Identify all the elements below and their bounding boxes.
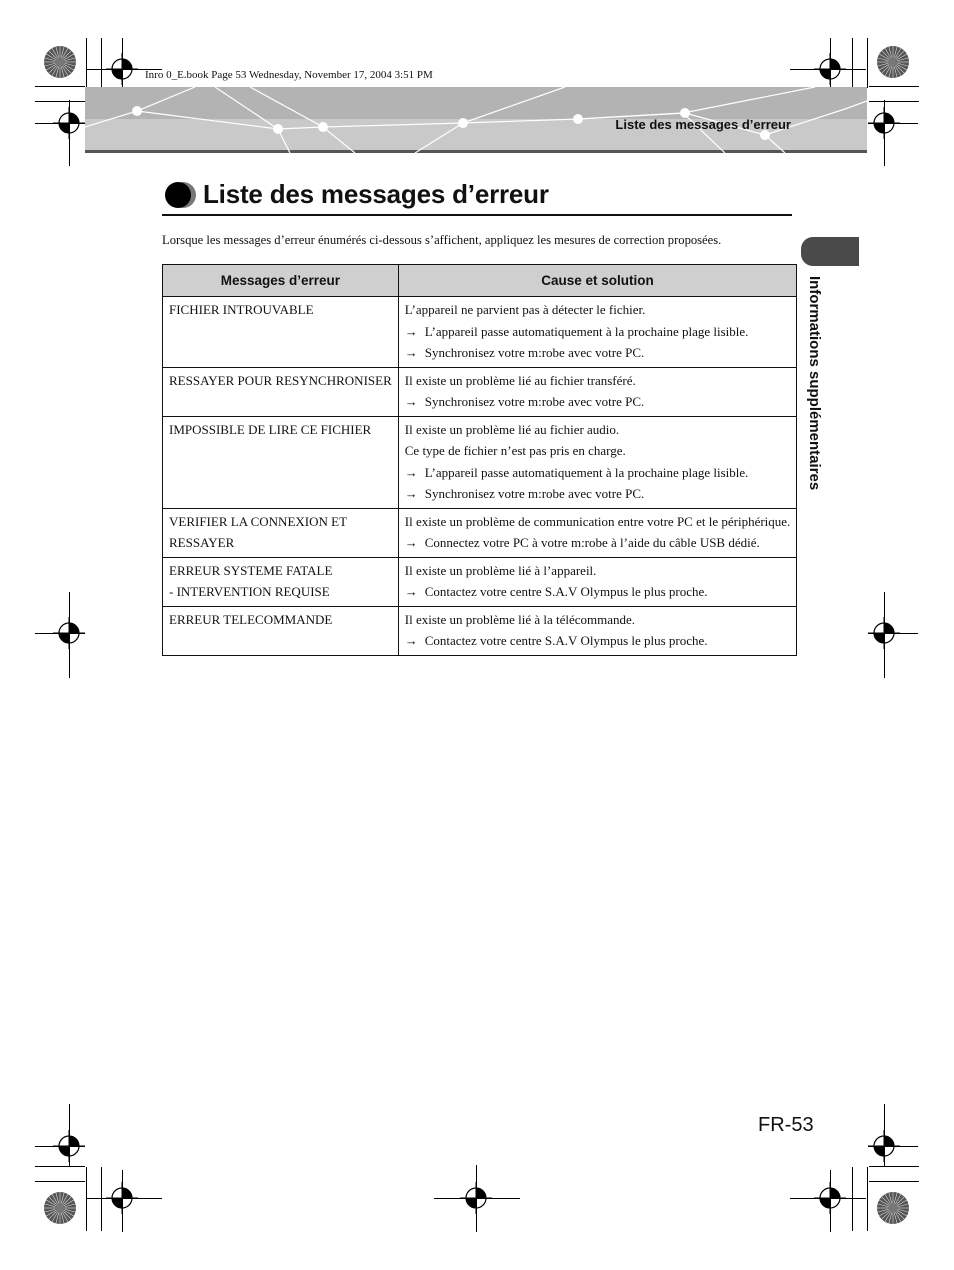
registration-mark-icon — [53, 1130, 85, 1162]
table-row — [163, 416, 797, 508]
solution-item — [405, 581, 791, 603]
arrow-right-icon: → — [404, 394, 418, 409]
section-tab-label: Informations supplémentaires — [806, 276, 823, 491]
solution-item — [405, 462, 791, 484]
error-message-cell — [163, 416, 399, 508]
bullet-icon — [164, 180, 198, 210]
error-message-text: ERREUR SYSTEME FATALE — [169, 562, 333, 578]
registration-mark-icon — [814, 1182, 846, 1214]
arrow-right-icon: → — [404, 486, 418, 501]
cause-solution-cell — [398, 508, 797, 557]
error-message-text: RESSAYER POUR RESYNCHRONISER — [169, 372, 392, 388]
error-message-cell — [163, 606, 399, 655]
registration-mark-icon — [53, 107, 85, 139]
solution-text: Contactez votre centre S.A.V Olympus le plus proche. — [424, 584, 708, 599]
cause-solution-cell — [398, 606, 797, 655]
color-rosette-icon — [43, 1191, 77, 1225]
arrow-right-icon: → — [404, 464, 418, 480]
cause-text: L’appareil ne parvient pas à détecter le fichier. — [404, 302, 646, 317]
solution-text: Connectez votre PC à votre m:robe à l’aide du câble USB dédié. — [424, 535, 760, 550]
registration-mark-icon — [868, 1130, 900, 1162]
error-message-cell — [163, 508, 399, 557]
color-rosette-icon — [43, 45, 77, 79]
section-tab — [801, 237, 859, 266]
arrow-right-icon: → — [404, 345, 418, 360]
cause-text: Il existe un problème lié à l’appareil. — [404, 562, 597, 578]
error-message-text: - INTERVENTION REQUISE — [169, 584, 330, 599]
table-row — [163, 508, 797, 557]
error-message-text: FICHIER INTROUVABLE — [169, 302, 314, 317]
color-rosette-icon — [876, 1191, 910, 1225]
page-number: FR-53 — [758, 1114, 814, 1136]
intro-text: Lorsque les messages d’erreur énumérés ci-dessous s’affichent, appliquez les mesures de correction proposées. — [162, 233, 722, 247]
error-message-cell — [163, 557, 399, 606]
error-message-text: IMPOSSIBLE DE LIRE CE FICHIER — [169, 421, 372, 437]
cause-text: Il existe un problème lié au fichier transféré. — [404, 372, 636, 388]
error-message-text: ERREUR TELECOMMANDE — [169, 611, 333, 627]
solution-text: Synchronisez votre m:robe avec votre PC. — [424, 345, 645, 360]
registration-mark-icon — [106, 53, 138, 85]
solution-text: Synchronisez votre m:robe avec votre PC. — [424, 486, 645, 501]
arrow-right-icon: → — [404, 323, 418, 339]
cause-text: Ce type de fichier n’est pas pris en charge. — [404, 443, 626, 458]
cause-text: Il existe un problème lié au fichier audio. — [404, 421, 620, 437]
registration-mark-icon — [460, 1182, 492, 1214]
solution-item — [405, 321, 791, 343]
solution-item — [405, 483, 791, 505]
color-rosette-icon — [876, 45, 910, 79]
table-row — [163, 297, 797, 368]
cause-solution-cell — [398, 416, 797, 508]
cause-text: Il existe un problème de communication entre votre PC et le périphérique. — [404, 513, 791, 529]
error-table — [162, 264, 797, 656]
table-row — [163, 367, 797, 416]
registration-mark-icon — [106, 1182, 138, 1214]
solution-text: Synchronisez votre m:robe avec votre PC. — [424, 394, 645, 409]
registration-mark-icon — [868, 107, 900, 139]
solution-item — [405, 342, 791, 364]
solution-item — [405, 532, 791, 554]
error-message-text: VERIFIER LA CONNEXION ET — [169, 513, 348, 529]
solution-item — [405, 391, 791, 413]
table-row — [163, 606, 797, 655]
header-section-title: Liste des messages d’erreur — [615, 117, 791, 132]
registration-mark-icon — [53, 617, 85, 649]
solution-text: L’appareil passe automatiquement à la prochaine plage lisible. — [424, 464, 749, 480]
cause-solution-cell — [398, 297, 797, 368]
cause-solution-cell — [398, 557, 797, 606]
column-header-solution: Cause et solution — [398, 265, 797, 297]
solution-text: Contactez votre centre S.A.V Olympus le plus proche. — [424, 633, 708, 648]
error-message-cell — [163, 297, 399, 368]
cause-text: Il existe un problème lié à la télécommande. — [404, 611, 636, 627]
registration-mark-icon — [814, 53, 846, 85]
cause-solution-cell — [398, 367, 797, 416]
table-row — [163, 557, 797, 606]
page-title: Liste des messages d’erreur — [203, 179, 549, 209]
error-message-cell — [163, 367, 399, 416]
arrow-right-icon: → — [404, 633, 418, 648]
arrow-right-icon: → — [404, 535, 418, 550]
arrow-right-icon: → — [404, 584, 418, 599]
column-header-messages: Messages d’erreur — [163, 265, 399, 297]
title-rule — [162, 214, 792, 216]
registration-mark-icon — [868, 617, 900, 649]
solution-item — [405, 630, 791, 652]
table-header-row — [163, 265, 797, 297]
book-info-line: Inro 0_E.book Page 53 Wednesday, November 17, 2004 3:51 PM — [145, 69, 433, 81]
solution-text: L’appareil passe automatiquement à la prochaine plage lisible. — [424, 323, 749, 339]
error-message-text: RESSAYER — [169, 535, 235, 550]
